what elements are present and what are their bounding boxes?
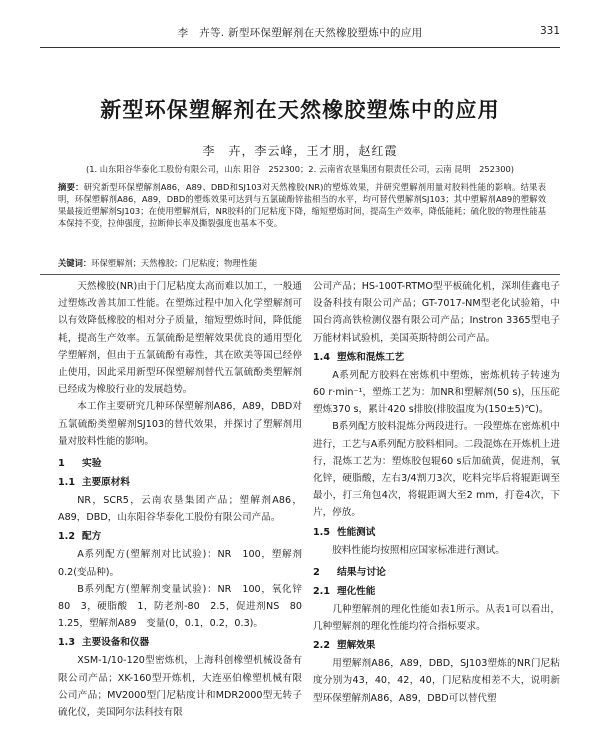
formula-a-text: A系列配方(塑解剂对比试验)：NR 100，塑解剂 0.2(变品种)。 xyxy=(58,549,312,578)
running-head-text: 李 卉等. 新型环保塑解剂在天然橡胶塑炼中的应用 xyxy=(177,27,423,39)
keywords-text: 环保塑解剂；天然橡胶；门尼粘度；物理性能 xyxy=(91,258,258,268)
formula-b-text: B系列配方(塑解剂变量试验)：NR 100，氧化锌 80 3，硬脂酸 1，防老剂-80 2.5，促进剂NS 80 1.25，塑解剂A89 变量(0，0.1，0.2，0.3)。 xyxy=(58,583,312,630)
section-heading-results xyxy=(313,565,560,581)
section-number: 2 xyxy=(313,566,320,578)
section-number: 1 xyxy=(58,458,65,470)
paper-title: 新型环保塑解剂在天然橡胶塑炼中的应用 xyxy=(100,97,500,122)
abstract-label: 摘要： xyxy=(58,182,84,192)
equipment-text: XSM-1/10-120型密炼机，上海科创橡塑机械设备有限公司产品；XK-160型开炼机，大连巫伯橡塑机械有限公司产品；MV2000型门尼粘度计和MDR2000型无转子硫化仪，美国阿尔法科技有限 xyxy=(58,655,302,719)
process-a-text: A系列配方胶料在密炼机中塑炼，密炼机转子转速为60 r·min⁻¹，塑炼工艺为：加NR和塑解剂(50 s)，压压砣塑炼370 s，累计420 s排胶(排胶温度为(150±5)℃)。 xyxy=(313,369,560,416)
plasticizing-effect-text: 用塑解剂A86，A89，DBD，SJ103塑炼的NR门尼粘度分别为43，40，42，40，门尼粘度相差不大，说明新型环保塑解剂A86，A89，DBD可以替代塑 xyxy=(313,658,560,704)
left-column xyxy=(58,278,312,721)
subsection-title: 主要设备和仪器 xyxy=(82,637,150,649)
process-b-text: B系列配方胶料混炼分两段进行。一段塑炼在密炼机中进行，工艺与A系列配方胶料相同。二段混炼在开炼机上进行，混炼工艺为：塑炼胶包辊60 s后加硫黄，促进剂，氧化锌，硬脂酸，左右3/4割刀3次，吃料完毕后将辊距调至最小，打三角包4次，将辊距调大至2 mm，打卷4次，下片，停放。 xyxy=(313,421,560,519)
affiliation: (1. 山东阳谷华泰化工股份有限公司，山东 阳谷 252300；2. 云南省农垦集团有限责任公司，云南 昆明 252300) xyxy=(85,164,515,174)
section-title: 实验 xyxy=(82,458,102,470)
testing-text: 胶料性能均按照相应国家标准进行测试。 xyxy=(332,544,505,556)
subsection-title: 性能测试 xyxy=(337,526,376,538)
subsection-number: 2.2 xyxy=(313,640,330,652)
abstract-text: 研究新型环保塑解剂A86，A89、DBD和SJ103对天然橡胶(NR)的塑炼效果，并研究塑解剂用量对胶料性能的影响。结果表明，环保塑解剂A86，A89，DBD的塑炼效果可达到与五氯硫酚锌盐相当的水平，均可替代塑解剂SJ103；其中塑解剂A89的塑解效果最接近塑解剂SJ103；在使用塑解剂后，NR胶料的门尼粘度下降，缩短塑炼时间，提高生产效率，降低能耗；硫化胶的物理性能基本保持不变，拉伸强度，拉断伸长率及撕裂强度也基本不变。 xyxy=(58,182,546,229)
subsection-heading-materials xyxy=(58,475,302,491)
intro-paragraph-1: 天然橡胶(NR)由于门尼粘度太高而难以加工，一般通过塑炼改善其加工性能。在塑炼过程中加入化学塑解剂可以有效降低橡胶的相对分子质量，缩短塑炼时间，降低能耗，提高生产效率。五氯硫酚是塑解效果优良的通用型化学塑解剂，但由于五氯硫酚有毒性，其在欧美等国已经停止使用，因此采用新型环保塑解剂替代五氯硫酚类塑解剂已经成为橡胶行业的发展趋势。 xyxy=(58,281,302,396)
keywords-label: 关键词： xyxy=(58,258,92,268)
subsection-number: 1.1 xyxy=(58,477,75,489)
page-number: 331 xyxy=(539,25,560,37)
subsection-heading-testing xyxy=(313,525,560,541)
subsection-title: 配方 xyxy=(82,531,102,543)
subsection-number: 2.1 xyxy=(313,585,330,597)
subsection-heading-process xyxy=(313,350,560,366)
running-head xyxy=(40,18,560,48)
subsection-title: 主要原材料 xyxy=(82,477,130,489)
subsection-title: 理化性能 xyxy=(337,585,376,597)
header-divider xyxy=(40,274,560,275)
equipment-text-continued: 公司产品；HS-100T-RTMO型平板硫化机，深圳佳鑫电子设备科技有限公司产品；GT-7017-NM型老化试验箱，中国台湾高铁检测仪器有限公司产品；Instron 3365型电子万能材料试验机，美国英斯特朗公司产品。 xyxy=(313,281,560,344)
section-title: 结果与讨论 xyxy=(337,566,386,578)
authors: 李 卉，李云峰，王才朋，赵红霞 xyxy=(202,144,398,158)
subsection-heading-formula xyxy=(58,529,302,545)
right-column xyxy=(313,278,560,707)
subsection-number: 1.5 xyxy=(313,526,330,538)
materials-text: NR，SCR5，云南农垦集团产品；塑解剂A86，A89，DBD，山东阳谷华泰化工股份有限公司产品。 xyxy=(58,495,302,524)
subsection-number: 1.3 xyxy=(58,637,75,649)
keywords xyxy=(58,257,546,269)
properties-text: 几种塑解剂的理化性能如表1所示。从表1可以看出，几种塑解剂的理化性能均符合指标要求。 xyxy=(313,603,560,633)
subsection-number: 1.4 xyxy=(313,351,330,363)
section-heading-experiment xyxy=(58,456,302,472)
intro-paragraph-2: 本工作主要研究几种环保塑解剂A86，A89，DBD对五氯硫酚类塑解剂SJ103的替代效果，并探讨了塑解剂用量对胶料性能的影响。 xyxy=(58,401,302,447)
subsection-heading-plasticizing-effect xyxy=(313,638,560,654)
subsection-title: 塑解效果 xyxy=(337,640,376,652)
abstract xyxy=(58,181,546,229)
subsection-number: 1.2 xyxy=(58,531,75,543)
subsection-heading-equipment xyxy=(58,635,302,651)
subsection-heading-properties xyxy=(313,584,560,600)
subsection-title: 塑炼和混炼工艺 xyxy=(337,351,405,363)
